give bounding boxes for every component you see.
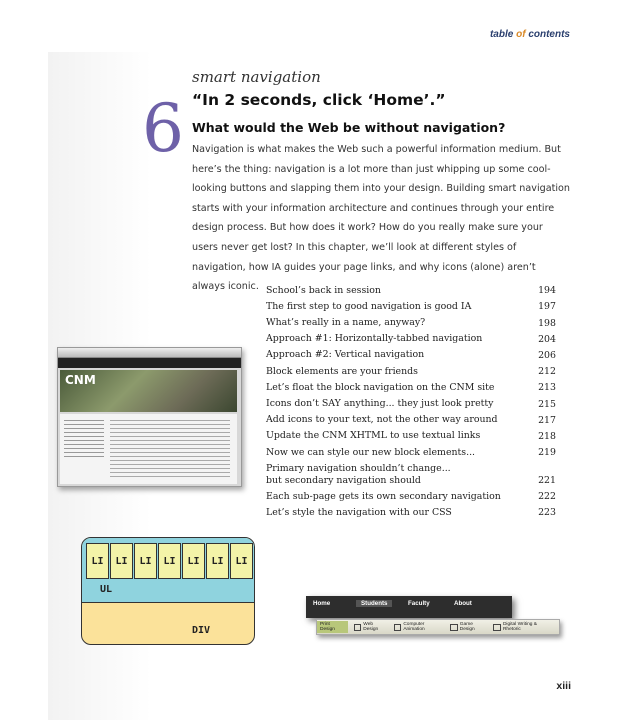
toc-entry-title: Icons don’t SAY anything... they just look pretty bbox=[266, 398, 494, 409]
film-icon bbox=[394, 624, 402, 631]
subnav-computer-animation[interactable] bbox=[394, 622, 444, 632]
site-logo: CNM bbox=[65, 373, 96, 387]
subnav-game-design[interactable] bbox=[450, 622, 487, 632]
section-heading: What would the Web be without navigation? bbox=[192, 120, 506, 135]
toc-entry-title: Now we can style our new block elements... bbox=[266, 446, 476, 458]
toc-entry-page: 197 bbox=[538, 301, 556, 313]
toc-entry-title: Add icons to your text, not the other way around bbox=[266, 414, 498, 426]
li-box: LI bbox=[86, 543, 109, 579]
site-nav-bar bbox=[58, 358, 241, 368]
page-number: xiii bbox=[556, 680, 571, 692]
div-label: DIV bbox=[192, 625, 211, 636]
subnav-label: Print Design bbox=[320, 622, 335, 632]
toc-entry[interactable] bbox=[266, 377, 556, 393]
header-of: of bbox=[516, 29, 526, 40]
div-ul-diagram bbox=[81, 537, 255, 645]
toc-entry-title: Let’s style the navigation with our CSS bbox=[266, 506, 452, 518]
subnav-label: Game Design bbox=[459, 622, 475, 632]
header-contents: contents bbox=[525, 29, 570, 40]
li-box: LI bbox=[206, 543, 229, 579]
site-sidebar-text bbox=[64, 420, 104, 460]
secondary-nav-bar bbox=[316, 619, 560, 635]
toc-entry-page: 215 bbox=[538, 398, 556, 410]
subnav-label: Digital Writing & Rhetoric bbox=[502, 622, 537, 632]
subnav-digital-writing[interactable] bbox=[493, 622, 553, 632]
toc-entry-title: The first step to good navigation is good IA bbox=[266, 300, 472, 312]
toc-list bbox=[266, 280, 556, 518]
toc-entry[interactable] bbox=[266, 280, 556, 296]
website-screenshot bbox=[57, 347, 242, 487]
header-table: table bbox=[489, 29, 517, 40]
toc-entry[interactable] bbox=[266, 312, 556, 328]
running-header bbox=[490, 29, 570, 40]
chapter-title: “In 2 seconds, click ‘Home’.” bbox=[192, 91, 446, 109]
toc-entry-page: 213 bbox=[538, 382, 556, 394]
toc-entry-title: Approach #2: Vertical navigation bbox=[266, 349, 425, 361]
toc-entry-title: Let’s float the block navigation on the CNM site bbox=[266, 381, 495, 393]
site-main-text bbox=[110, 420, 230, 478]
subnav-print-design[interactable] bbox=[317, 621, 348, 633]
browser-title-bar bbox=[58, 348, 241, 358]
toc-entry-page: 194 bbox=[538, 285, 556, 297]
toc-entry-page: 219 bbox=[538, 447, 556, 459]
pen-icon bbox=[493, 624, 501, 631]
toc-entry-page: 206 bbox=[538, 349, 556, 361]
tab-home[interactable]: Home bbox=[313, 600, 331, 607]
toc-entry[interactable] bbox=[266, 296, 556, 312]
toc-entry[interactable] bbox=[266, 458, 556, 486]
toc-entry[interactable] bbox=[266, 442, 556, 458]
toc-entry-title: What’s really in a name, anyway? bbox=[266, 317, 426, 329]
tab-about[interactable]: About bbox=[454, 600, 472, 607]
toc-entry-page: 222 bbox=[538, 491, 556, 503]
li-box: LI bbox=[182, 543, 205, 579]
toc-entry[interactable] bbox=[266, 410, 556, 426]
toc-entry-page: 221 bbox=[538, 475, 556, 487]
li-row bbox=[86, 543, 254, 579]
chapter-kicker: smart navigation bbox=[192, 68, 321, 86]
toc-entry-page: 204 bbox=[538, 333, 556, 345]
tab-students[interactable]: Students bbox=[356, 600, 392, 607]
gamepad-icon bbox=[450, 624, 458, 631]
toc-entry-page: 223 bbox=[538, 507, 556, 519]
primary-nav-bar bbox=[306, 596, 512, 618]
subnav-label: Computer Animation bbox=[403, 622, 425, 632]
toc-entry[interactable] bbox=[266, 361, 556, 377]
li-box: LI bbox=[158, 543, 181, 579]
toc-entry-page: 198 bbox=[538, 317, 556, 329]
li-box: LI bbox=[110, 543, 133, 579]
site-hero-image bbox=[60, 370, 237, 412]
tab-faculty[interactable]: Faculty bbox=[408, 600, 430, 607]
toc-entry[interactable] bbox=[266, 345, 556, 361]
toc-entry[interactable] bbox=[266, 329, 556, 345]
chapter-intro: Navigation is what makes the Web such a powerful information medium. But here’s the thing: navigation is a lot more than just whipping up some cool-looking buttons and slapping them into your design. Building smart navigation starts with your information architecture and continues through your entire design process. But how does it work? How do you really make sure your users never get lost? In this chapter, we’ll look at different styles of navigation, how IA guides your page links, and why icons (alone) aren’t always iconic. bbox=[192, 144, 570, 293]
chapter-number: 6 bbox=[142, 90, 184, 167]
toc-entry[interactable] bbox=[266, 393, 556, 409]
toc-entry[interactable] bbox=[266, 486, 556, 502]
toc-entry-title: Approach #1: Horizontally-tabbed navigation bbox=[266, 333, 483, 345]
toc-entry-title: Update the CNM XHTML to use textual links bbox=[266, 430, 481, 442]
li-box: LI bbox=[230, 543, 253, 579]
site-content-area bbox=[60, 414, 237, 484]
toc-entry-page: 212 bbox=[538, 366, 556, 378]
nav-tabs-example bbox=[306, 596, 558, 638]
toc-entry-title: Block elements are your friends bbox=[266, 365, 418, 377]
ul-label: UL bbox=[100, 584, 113, 595]
subnav-web-design[interactable] bbox=[354, 622, 388, 632]
toc-entry-page: 217 bbox=[538, 414, 556, 426]
toc-entry[interactable] bbox=[266, 426, 556, 442]
toc-entry-title: Each sub-page gets its own secondary navigation bbox=[266, 490, 501, 502]
toc-entry-title: Primary navigation shouldn’t change... but secondary navigation should bbox=[266, 463, 451, 486]
subnav-label: Web Design bbox=[363, 622, 379, 632]
ul-box bbox=[82, 538, 254, 603]
li-box: LI bbox=[134, 543, 157, 579]
toc-entry-title: School’s back in session bbox=[266, 284, 381, 296]
toc-entry-page: 218 bbox=[538, 430, 556, 442]
monitor-icon bbox=[354, 624, 362, 631]
toc-entry[interactable] bbox=[266, 502, 556, 518]
